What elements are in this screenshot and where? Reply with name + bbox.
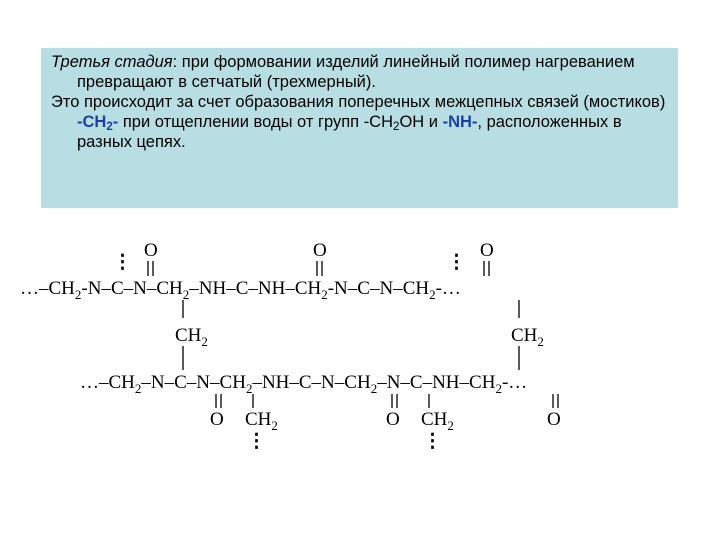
methylene-bridge: $-CH_2-$	[77, 113, 119, 133]
continuation-dots: ⋮	[113, 252, 132, 273]
chain-1-continuations	[113, 252, 466, 273]
bridge-ch2: $CH_2$	[511, 325, 544, 349]
polymer-chain-1: $\dots-CH_2-N-C-N-CH_2-NH-C-NH-CH_2-N-C-N-CH_2-\dots$	[20, 278, 461, 302]
ch2oh-subscript: 2	[393, 121, 400, 133]
continuation-dots: ⋮	[447, 252, 466, 273]
side-ch2: $CH_2$	[421, 409, 454, 433]
crosslink-text: Это происходит за счет образования поперечных межцепных связей (мостиков)	[51, 93, 666, 111]
oxygen-atom: O	[210, 409, 224, 430]
oxygen-atom: O	[144, 240, 158, 261]
side-ch2: $CH_2$	[245, 409, 278, 433]
oxygen-atom: O	[313, 240, 327, 261]
chain-1-carbonyls	[144, 240, 494, 276]
polymer-chain-2: $\dots-CH_2-N-C-N-CH_2-NH-C-N-CH_2-N-C-NH-CH_2-\dots$	[80, 372, 528, 396]
crosslink-text-4: , расположенных в разных цепях.	[77, 113, 622, 151]
methylene-bridges	[175, 300, 544, 370]
stage-text: : при формовании изделий линейный полимер нагреванием превращают в сетчатый (трехмерный).	[77, 53, 635, 91]
continuation-dots: ⋮	[247, 431, 266, 452]
bridge-ch2: $CH_2$	[175, 325, 208, 349]
oxygen-atom: O	[480, 240, 494, 261]
continuation-dots: ⋮	[423, 431, 442, 452]
oxygen-atom: O	[386, 409, 400, 430]
crosslink-text-2: при отщеплении воды от групп -CH	[118, 113, 394, 131]
oxygen-atom: O	[547, 409, 561, 430]
crosslink-text-3: OH и	[399, 113, 443, 131]
chain-2-side-groups	[245, 394, 454, 452]
nh-group: -NH-	[442, 113, 478, 131]
stage-title: Третья стадия	[51, 53, 173, 71]
